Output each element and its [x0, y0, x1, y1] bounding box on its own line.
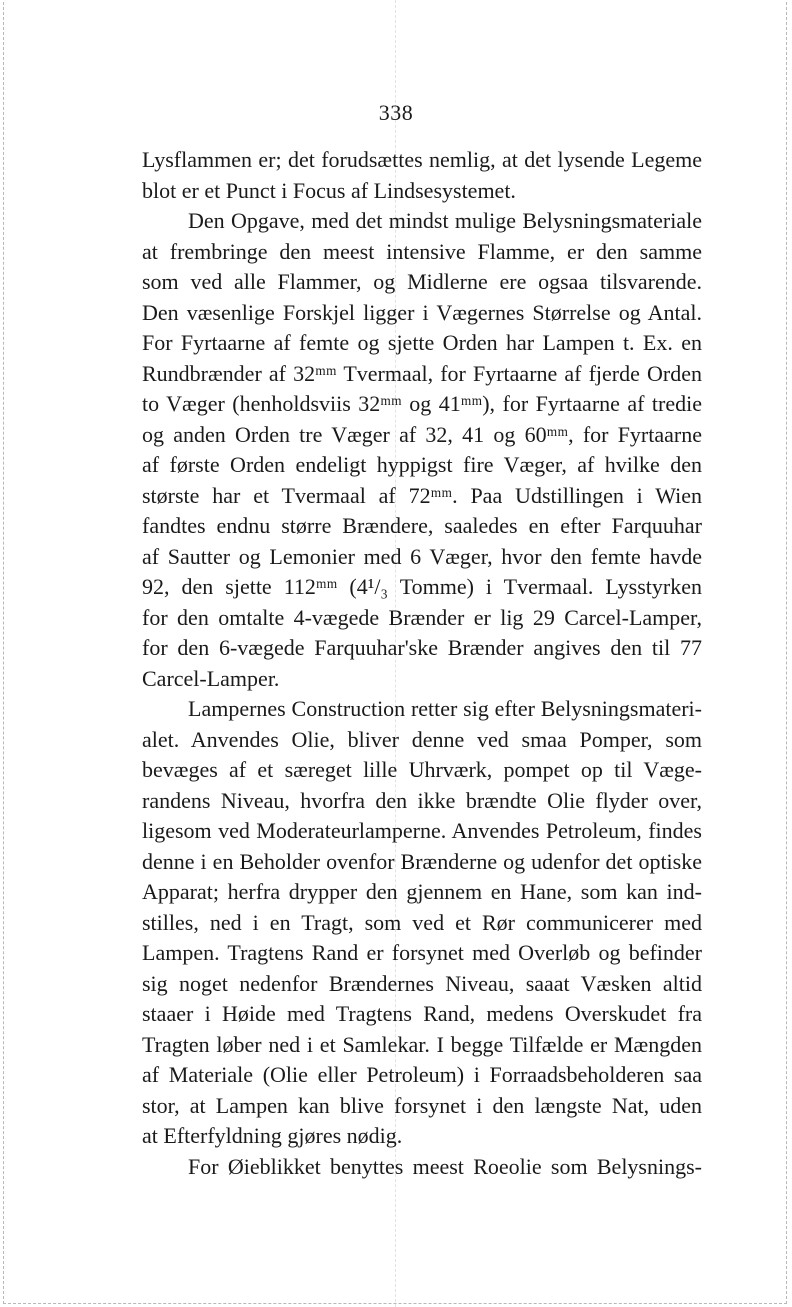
paragraph-start-line: Lampernes Construction retter sig efter Belysningsmateri- [188, 696, 702, 721]
text-line: Rundbrænder af 32ᵐᵐ Tvermaal, for Fyrtaarne af fjerde Orden [142, 360, 702, 386]
text-line: af Sautter og Lemonier med 6 Væger, hvor den femte havde [142, 543, 702, 569]
text-line: staaer i Høide med Tragtens Rand, medens Overskudet fra [142, 1001, 702, 1026]
text-line: Den væsenlige Forskjel ligger i Vægernes Størrelse og Antal. [142, 299, 702, 325]
text-line: Carcel-Lamper. [142, 665, 280, 691]
text-line: ligesom ved Moderateurlamperne. Anvendes Petroleum, findes [142, 818, 702, 843]
text-line: alet. Anvendes Olie, bliver denne ved smaa Pomper, som [142, 726, 702, 752]
text-line: og anden Orden tre Væger af 32, 41 og 60ᵐᵐ, for Fyrtaarne [142, 421, 702, 447]
text-line: Lysflammen er; det forudsættes nemlig, at det lysende Legeme [142, 147, 702, 172]
text-line: blot er et Punct i Focus af Lindsesystemet. [142, 177, 516, 203]
text-line: Apparat; herfra drypper den gjennem en Hane, som kan ind- [142, 879, 702, 904]
text-line: Tragten løber ned i et Samlekar. I begge Tilfælde er Mængden [142, 1031, 702, 1057]
body-text [142, 145, 702, 1182]
text-line: stilles, ned i en Tragt, som ved et Rør communicerer med [142, 909, 702, 935]
text-line: to Væger (henholdsviis 32ᵐᵐ og 41ᵐᵐ), for Fyrtaarne af tredie [142, 391, 702, 416]
text-line: sig noget nedenfor Brændernes Niveau, saaat Væsken altid [142, 970, 702, 996]
text-line: af Materiale (Olie eller Petroleum) i Forraadsbeholderen saa [142, 1062, 702, 1087]
text-line: for den 6-vægede Farquuhar'ske Brænder angives den til 77 [142, 635, 702, 660]
text-line: stor, at Lampen kan blive forsynet i den længste Nat, uden [142, 1092, 702, 1118]
text-line: Lampen. Tragtens Rand er forsynet med Overløb og befinder [142, 940, 702, 965]
text-line: som ved alle Flammer, og Midlerne ere ogsaa tilsvarende. [142, 269, 702, 294]
text-line: af første Orden endeligt hyppigst fire Væger, af hvilke den [142, 452, 702, 477]
text-line: For Fyrtaarne af femte og sjette Orden har Lampen t. Ex. en [142, 330, 702, 355]
text-line: denne i en Beholder ovenfor Brænderne og udenfor det optiske [142, 848, 702, 874]
text-line: for den omtalte 4-vægede Brænder er lig 29 Carcel-Lamper, [142, 604, 702, 630]
page-number: 338 [378, 100, 414, 125]
text-line: at frembringe den meest intensive Flamme, er den samme [142, 238, 702, 264]
text-line: randens Niveau, hvorfra den ikke brændte Olie flyder over, [142, 787, 702, 813]
paragraph-start-line: Den Opgave, med det mindst mulige Belysningsmateriale [188, 208, 702, 233]
text-line: 92, den sjette 112ᵐᵐ (4¹/₃ Tomme) i Tvermaal. Lysstyrken [142, 574, 702, 599]
text-line: at Efterfyldning gjøres nødig. [142, 1123, 403, 1148]
text-line: største har et Tvermaal af 72ᵐᵐ. Paa Udstillingen i Wien [142, 482, 702, 508]
text-line: bevæges af et særeget lille Uhrværk, pompet op til Væge- [142, 757, 702, 782]
text-line: fandtes endnu større Brændere, saaledes en efter Farquuhar [142, 513, 702, 538]
paragraph-start-line: For Øieblikket benyttes meest Roeolie som Belysnings- [188, 1153, 702, 1179]
